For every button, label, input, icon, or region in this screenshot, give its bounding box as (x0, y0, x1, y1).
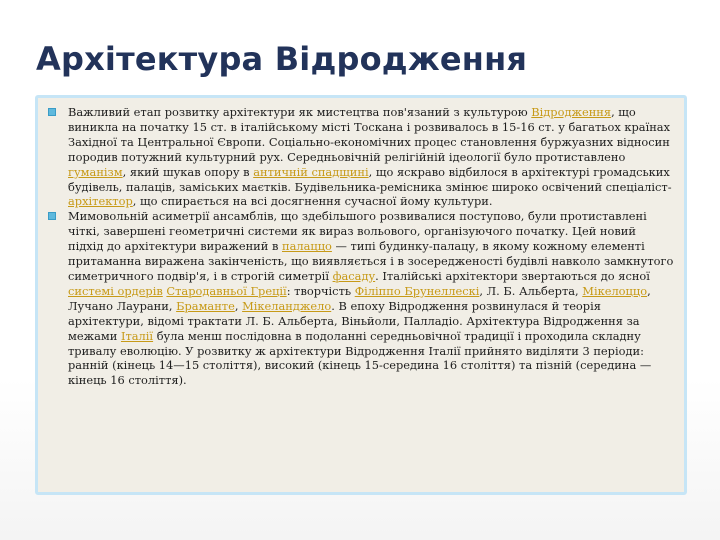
slide-title: Архітектура Відродження (36, 40, 528, 78)
text-span: . Італійські архітектори звертаються до ясної (375, 268, 650, 283)
bullet-item (68, 209, 674, 388)
text-span: . В епоху Відродження розвинулася й теорія архітектури, відомі трактати Л. Б. Альберта, Віньйоли, Палладіо. Архітектура Відродження за межами (68, 298, 640, 343)
text-span: , (234, 298, 243, 313)
hyperlink[interactable]: античній спадщині (253, 164, 369, 179)
hyperlink[interactable]: Філіппо Брунеллескі (354, 283, 480, 298)
text-span: — типі будинку-палацу, в якому кожному елементі притаманна виражена закінченість, що виявляється і в зосередженості будівлі навколо замкнутого симетричного подвір'я, і в строгій симетрії (68, 239, 674, 283)
hyperlink[interactable]: палаццо (282, 239, 332, 254)
text-span: , що яскраво відбилося в архітектурі громадських будівель, палаців, заміських маєтків. Будівельника-ремісника змінює широко освічений спеціаліст- (68, 164, 672, 194)
content-box (35, 95, 687, 495)
text-span: : творчість (286, 283, 355, 298)
text-span: була менш послідовна в подоланні середньовічної традиції і проходила складну тривалу еволюцію. У розвитку ж архітектури Відродження Італії прийнято виділяти 3 періоди: ранній (кінець 14—15 століття), високий (кінець 15-середина 16 століття) та пізній (середина — кінець 16 століття). (68, 328, 652, 388)
text-span: Мимовольній асиметрії ансамблів, що здебільшого розвивалися поступово, були протиставлені чіткі, завершені геометричні системи як вираз вольового, організуючого початку. Цей новий підхід до архітектури виражений в (68, 209, 647, 254)
square-bullet-icon (48, 108, 56, 116)
bullet-list (38, 98, 684, 388)
hyperlink[interactable]: Мікеланджело (242, 298, 332, 313)
hyperlink[interactable]: Браманте (176, 298, 235, 313)
hyperlink[interactable]: Відродження (531, 105, 612, 119)
text-span: , Л. Б. Альберта, (479, 283, 583, 298)
hyperlink[interactable]: системі ордерів (68, 283, 163, 298)
hyperlink[interactable]: гуманізм (68, 164, 123, 179)
hyperlink[interactable]: Мікелоццо (582, 283, 648, 298)
hyperlink[interactable]: фасаду (332, 268, 376, 283)
bullet-text (68, 105, 672, 208)
text-span: , Лучано Лаурани, (68, 283, 651, 313)
text-span: , що виникла на початку 15 ст. в італійському місті Тоскана і розвивалось в 15-16 ст. у багатьох країнах Західної та Центральної Європи. Соціально-економічних процес становлення буржуазних відносин породив потужний культурний рух. Середньовічній релігійній ідеології було протиставлено (68, 105, 671, 164)
text-span: Важливий етап розвитку архітектури як мистецтва пов'язаний з культурою (68, 105, 532, 119)
square-bullet-icon (48, 212, 56, 220)
hyperlink[interactable]: Італії (120, 328, 154, 343)
text-span: , що спирається на всі досягнення сучасної йому культури. (132, 194, 493, 209)
bullet-text (68, 209, 673, 387)
hyperlink[interactable]: Стародавньої Греції (166, 283, 287, 298)
text-span: , який шукав опору в (122, 164, 254, 179)
hyperlink[interactable]: архітектор (68, 194, 133, 209)
bullet-item (68, 105, 674, 209)
